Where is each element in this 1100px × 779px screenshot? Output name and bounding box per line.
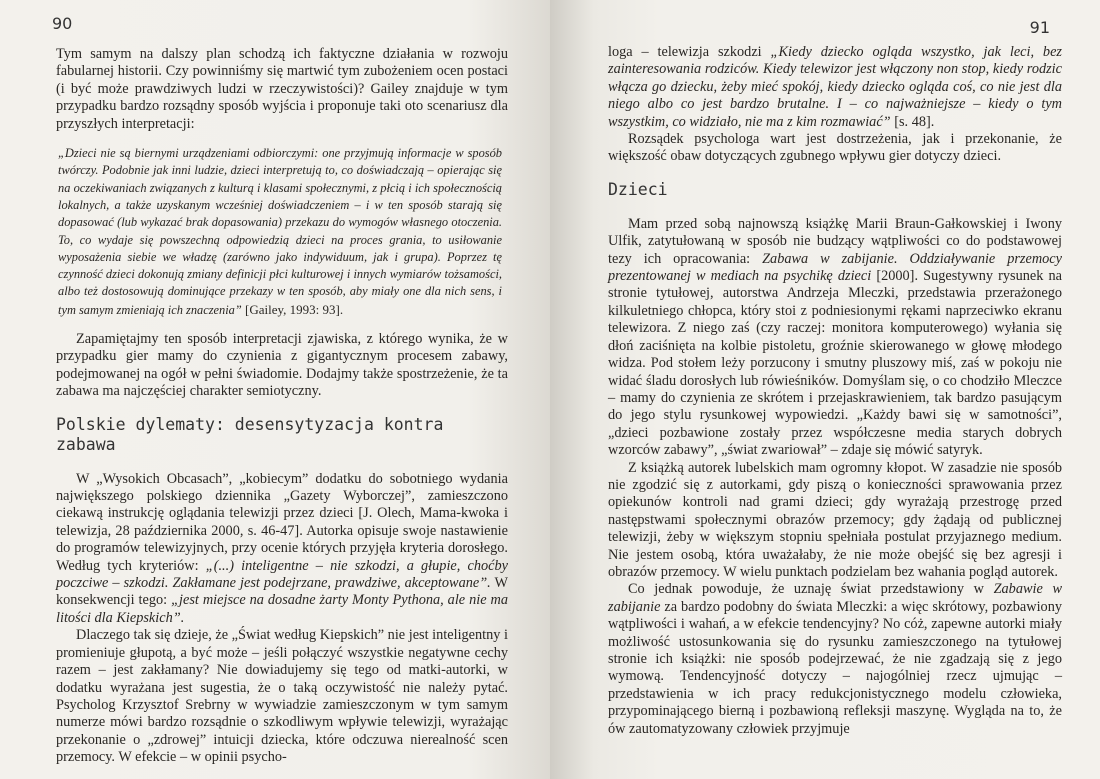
right-page-content <box>608 44 1062 738</box>
italic-run: Zabawa w zabijanie. Oddziaływanie przemocy prezentowanej w mediach na psychikę dzieci <box>608 250 1062 285</box>
text-run: za bardzo podobny do świata Mleczki: a więc skrótowy, pozbawiony wątpliwości i wahań, a w efekcie tendencyjny? No cóż, zapewne autorki miały możliwość ustosunkowania się do rysunku zamieszczonego na tytułowej stronie ich książki: nie sposób podejrzewać, że nie zgadzają się z jego wymową. Tendencyjność dotyczy – najogólniej rzecz ujmując – przedstawienia w ich pracy redukcjonistycznego modelu człowieka, przypominającego bierną i pozbawioną refleksji maszynę. Wygląda na to, że ów zautomatyzowany człowiek przyjmuje <box>608 598 1062 737</box>
text-run: Co jednak powoduje, że uznaję świat przedstawiony w <box>628 581 994 598</box>
paragraph <box>56 471 508 628</box>
text-run: [2000]. Sugestywny rysunek na stronie tytułowej, autorstwa Andrzeja Mleczki, przedstawia przerażonego kilkuletniego chłopca, który stoi z podniesionymi rękami naprzeciwko ekranu telewizora. Z niego zaś (czy raczej: monitora komputerowego) wyłania się dłoń zaciśnięta na kolbie pistoletu, groźnie skierowanego w głowę młodego widza. Pod stołem leży porzucony i smutny pluszowy miś, zaś w pokoju nie widać śladu dorosłych lub rówieśników. Domyślam się, o co chodziło Mleczce – mamy do czynienia ze skrótem i przejaskrawieniem, tak bardzo pasującym do jego stylu rysunkowej wypowiedzi. „Każdy bawi się w samotności”, „dzieci pozbawione zostały przez współczesne media starych dobrych wzorców zabawy”, „świat zwariował” – zdaje się mówić satyryk. <box>608 268 1062 459</box>
text-run: loga – telewizja szkodzi <box>608 44 771 60</box>
paragraph: Rozsądek psychologa wart jest dostrzeżenia, jak i przekonanie, że większość obaw dotyczących zgubnego wpływu gier dotyczy dzieci. <box>608 131 1062 165</box>
section-heading: Dzieci <box>608 179 668 199</box>
quote-text: „Dzieci nie są biernymi urządzeniami odbiorczymi: one przyjmują informacje w sposób twórczy. Podobnie jak inni ludzie, dzieci interpretują to, co doświadczają – opierając się na oczekiwaniach związanych z kulturą i klasami społecznymi, z płcią i ich społecznością lokalnych, a także uzyskanym wcześniej doświadczeniem – i w ten sposób starają się dopasować (lub wykazać brak dopasowania) przekazu do wymogów własnego otoczenia. To, co wydaje się powszechną odpowiedzią dzieci na proces grania, to usiłowanie wyposażenia siebie we władzę (zarówno jako indywiduum, jak i grupa). Poprzez tę czynność dzieci dokonują zmiany definicji płci kulturowej i innych wymiarów tożsamości, albo też dostosowują dominujące przekazy w ten sposób, aby miały one dla nich sens, i tym samym zmieniają ich znaczenia” <box>58 146 502 317</box>
paragraph: Tym samym na dalszy plan schodzą ich faktyczne działania w rozwoju fabularnej historii. Czy powinniśmy się martwić tym zubożeniem ocen postaci (i być może prawdziwych ludzi w rzeczywistości)? Gailey znajduje w tym przypadku bardzo rozsądny sposób wyjścia i proponuje taki oto scenariusz dla przyszłych interpretacji: <box>56 46 508 132</box>
text-run: Mam przed sobą najnowszą książkę Marii Braun-Gałkowskiej i Iwony Ulfik, zatytułowaną w sposób nie budzący wątpliwości co do podstawowej tezy ich opracowania: <box>608 215 1062 267</box>
italic-run: „jest miejsce na dosadne żarty Monty Pythona, ale nie ma litości dla Kiepskich”. <box>56 592 508 626</box>
italic-run: „Kiedy dziecko ogląda wszystko, jak leci, bez zainteresowania rodziców. Kiedy telewizor jest włączony non stop, kiedy rodzic włącza go dziecku, żeby mieć spokój, kiedy dziecko ogląda coś, co nie jest dla niego albo co jest bardzo brutalne. I – co najważniejsze – kiedy o tym wszystkim, co widziało, nie ma z kim rozmawiać” <box>608 44 1062 130</box>
text-run: W „Wysokich Obcasach”, „kobiecym” dodatku do sobotniego wydania największego polskiego dziennika „Gazety Wyborczej”, zamieszczono ciekawą instrukcję oglądania telewizji przez dzieci [J. Olech, Mama-kwoka i telewizja, 28 października 2000, s. 46-47]. Autorka opisuje swoje nastawienie do programów telewizyjnych, przy ocenie których przyjęła kryteria dorosłego. Według tych kryteriów: <box>56 470 508 574</box>
right-page <box>550 0 1100 779</box>
paragraph <box>608 44 1062 131</box>
left-page-content <box>56 46 508 767</box>
block-quote <box>58 145 502 319</box>
text-run: W konsekwencji tego: <box>56 575 508 609</box>
paragraph: Zapamiętajmy ten sposób interpretacji zjawiska, z którego wynika, że w przypadku gier mamy do czynienia z gigantycznym procesem zabawy, podejmowanej na ogół w pełni świadomie. Dodajmy także spostrzeżenie, że ta zabawa ma najczęściej charakter semiotyczny. <box>56 331 508 400</box>
page-number-right: 91 <box>1029 18 1050 37</box>
paragraph <box>608 216 1062 460</box>
paragraph: Z książką autorek lubelskich mam ogromny kłopot. W zasadzie nie sposób nie zgodzić się z autorkami, gdy piszą o konieczności sprawowania przez opiekunów kontroli nad grami dzieci; gdy wyrażają przestrogę przed następstwami społecznymi obrazów przemocy; gdy żądają od publicznej telewizji, żeby w większym stopniu spełniała postulat przyjaznego medium. Nie jestem osobą, która uważałaby, że nie może obejść się bez agresji i obrazów przemocy. W wielu punktach podzielam bez wahania pogląd autorek. <box>608 459 1062 580</box>
paragraph <box>608 581 1062 738</box>
quote-reference: [Gailey, 1993: 93]. <box>241 301 344 317</box>
section-heading: Polskie dylematy: desensytyzacja kontra zabawa <box>56 414 444 454</box>
italic-run: Zabawie w zabijanie <box>608 581 1062 615</box>
italic-run: „(...) inteligentne – nie szkodzi, a głupie, choćby poczciwe – szkodzi. Zakłamane jest podejrzane, prawdziwe, akceptowane”. <box>56 557 508 592</box>
paragraph: Dlaczego tak się dzieje, że „Świat według Kiepskich” nie jest inteligentny i promieniuje głupotą, a być może – jeśli połączyć wszystkie negatywne cechy razem – jest zakłamany? Nie dowiadujemy się tego od matki-autorki, w dodatku wyrażana jest sugestia, że o taką oczywistość nie należy pytać. Psycholog Krzysztof Srebrny w wywiadzie zamieszczonym w tym samym numerze mówi bardzo rozsądnie o szkodliwym wpływie telewizji, wyrażając przekonanie o „zdrowej” intuicji dziecka, które odczuwa nierealność scen przemocy. W efekcie – w opinii psycho- <box>56 627 508 766</box>
page-number-left: 90 <box>52 14 73 33</box>
text-run: [s. 48]. <box>890 113 935 130</box>
